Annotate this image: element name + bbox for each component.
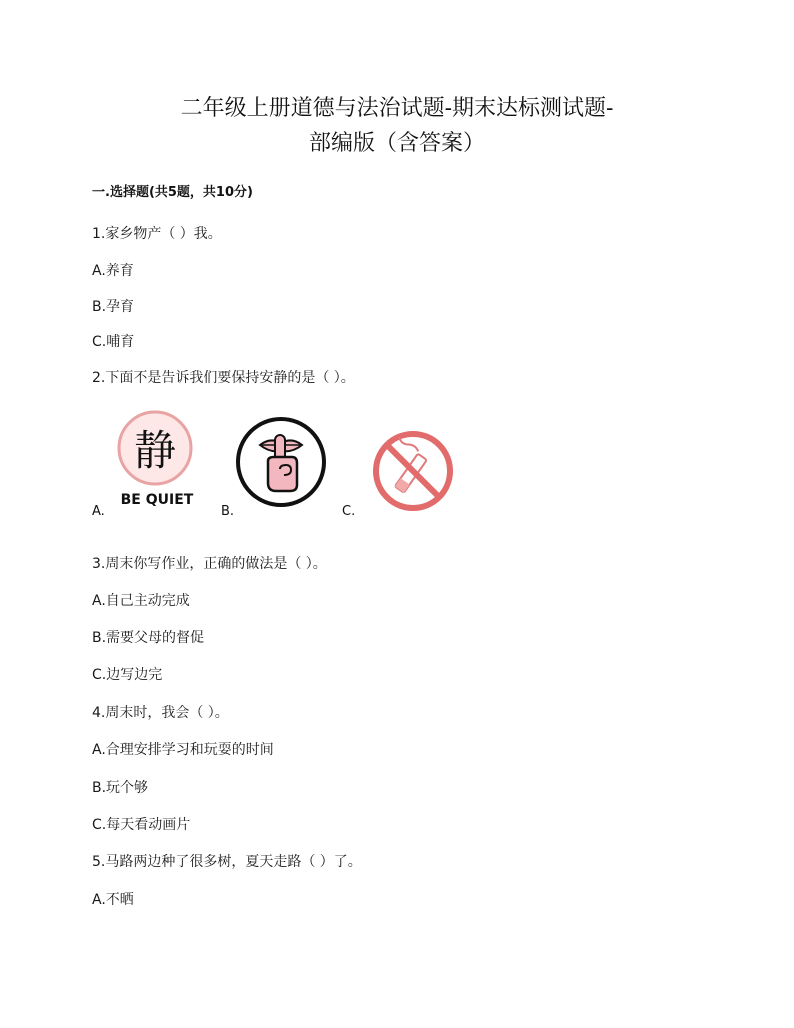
question-1-option-a: A.养育 [92,263,134,279]
quiet-caption: BE QUIET [120,492,194,508]
question-2-option-a: A. [92,504,105,519]
be-quiet-sign-icon [114,410,200,510]
question-3-option-b: B.需要父母的督促 [92,630,205,646]
question-3-option-a: A.自己主动完成 [92,593,190,609]
question-5-stem: 5.马路两边种了很多树，夏天走路（ ）了。 [92,854,362,870]
question-4-option-b: B.玩个够 [92,780,149,796]
question-5-option-a: A.不晒 [92,892,134,908]
question-4-stem: 4.周末时，我会（ ）。 [92,705,229,721]
question-4-option-a: A.合理安排学习和玩耍的时间 [92,742,274,758]
question-4-option-c: C.每天看动画片 [92,817,191,833]
question-2-option-c: C. [342,504,356,519]
question-3-stem: 3.周末你写作业，正确的做法是（ ）。 [92,556,327,572]
question-1-option-b: B.孕育 [92,299,135,315]
hush-finger-sign-icon [234,415,328,509]
section-heading: 一.选择题(共5题，共10分) [92,185,253,200]
page-subtitle: 部编版（含答案） [308,131,485,156]
no-smoking-sign-icon [370,428,456,514]
question-1-stem: 1.家乡物产（ ）我。 [92,226,222,242]
question-1-option-c: C.哺育 [92,334,135,350]
question-2-stem: 2.下面不是告诉我们要保持安静的是（ ）。 [92,370,355,386]
page-title: 二年级上册道德与法治试题-期末达标测试题- [180,96,614,121]
quiet-char: 静 [133,426,177,475]
question-3-option-c: C.边写边完 [92,667,163,683]
question-2-option-b: B. [221,504,235,519]
